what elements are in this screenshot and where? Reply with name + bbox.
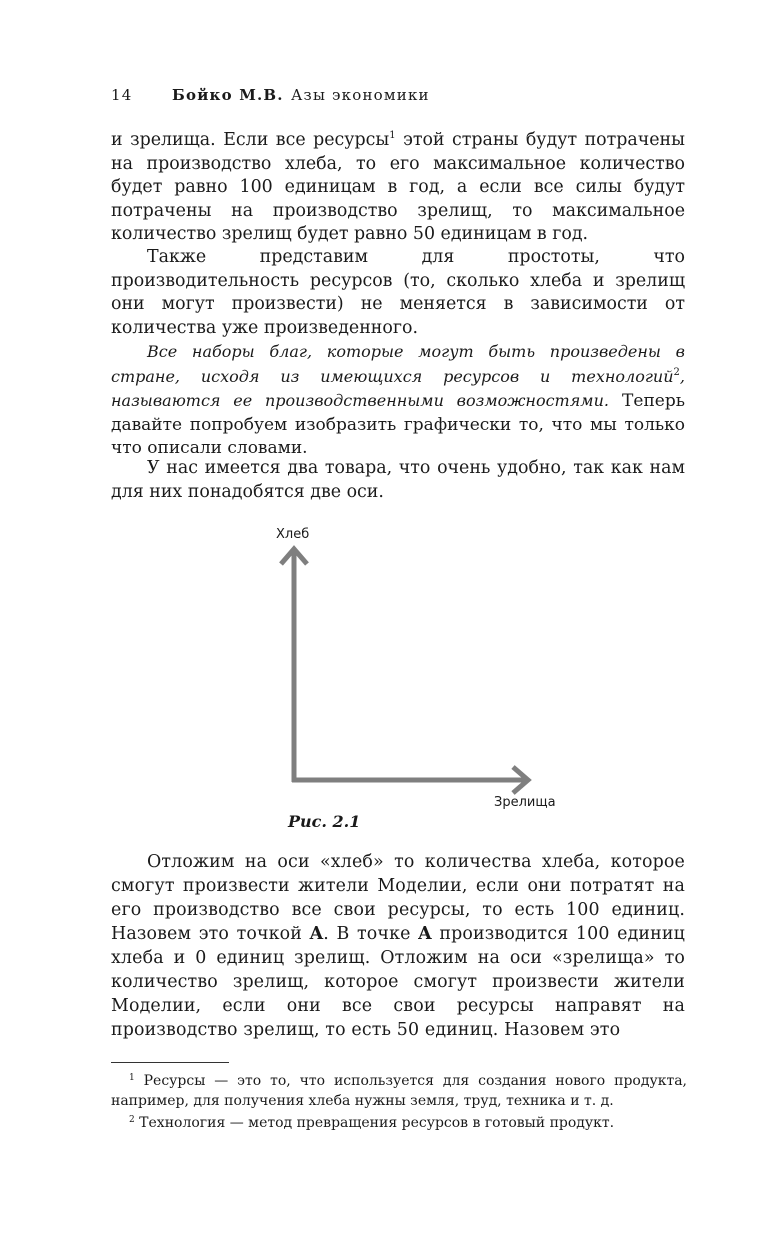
paragraph-3: Все наборы благ, которые могут быть произведены в стране, исходя из имеющихся ресурсов и технологий$^2$, называются ее производственными возможностями. Теперь давайте попробуем изобразить графически то, что мы только что описали словами. <box>111 342 685 459</box>
footnote-separator <box>111 1062 229 1063</box>
paragraph-2: Также представим для простоты, что производительность ресурсов (то, сколько хлеба и зрелищ они могут произвести) не меняется в зависимости от количества уже произведенного. <box>111 247 685 338</box>
footnote-ref-2: 2 <box>673 366 680 378</box>
point-a-label: A <box>309 924 324 944</box>
footnote-2: $^2$ Технология — метод превращения ресурсов в готовый продукт. <box>129 1115 615 1131</box>
paragraph-1: и зрелища. Если все ресурсы$^1$ этой страны будут потрачены на производство хлеба, то его максимальное количество будет равно 100 единицам в год, а если все силы будут потрачены на производство зрелищ, то максимальное количество зрелищ будет равно 50 единицам в год. <box>111 130 685 245</box>
header-book-title: Азы экономики <box>291 86 430 104</box>
axes-diagram <box>230 520 590 850</box>
paragraph-5: Отложим на оси «хлеб» то количества хлеба, которое смогут произвести жители Моделии, если они потратят на его производство все свои ресурсы, то есть 100 единиц. Назовем это точкой A. В точке A производится 100 единиц хлеба и 0 единиц зрелищ. Отложим на оси «зрелища» то количество зрелищ, которое смогут произвести жители Моделии, если они все свои ресурсы направят на производство зрелищ, то есть 50 единиц. Назовем это <box>111 852 685 1040</box>
header-author: Бойко М.В. <box>172 86 284 104</box>
paragraph-4: У нас имеется два товара, что очень удобно, так как нам для них понадобятся две оси. <box>111 458 685 502</box>
definition-text: Все наборы благ, которые могут быть произведены в стране, исходя из имеющихся ресурсов и технологий <box>111 342 685 386</box>
point-a-label: A <box>418 924 432 944</box>
figure-caption: Рис. 2.1 <box>288 812 361 831</box>
page-number: 14 <box>111 86 133 104</box>
running-header <box>111 86 691 108</box>
footnote-mark: 2 <box>129 1115 135 1125</box>
x-axis-label: Зрелища <box>494 795 556 810</box>
figure-2-1 <box>230 520 590 850</box>
footnote-mark: 1 <box>129 1073 135 1083</box>
y-axis-label: Хлеб <box>276 527 310 542</box>
footnote-ref-1: 1 <box>389 130 396 141</box>
footnote-1: $^1$ Ресурсы — это то, что используется для создания нового продукта, например, для получения хлеба нужны земля, труд, техника и т. д. <box>111 1073 687 1109</box>
definition-term: , называются ее производственными возможностями. <box>111 366 685 411</box>
